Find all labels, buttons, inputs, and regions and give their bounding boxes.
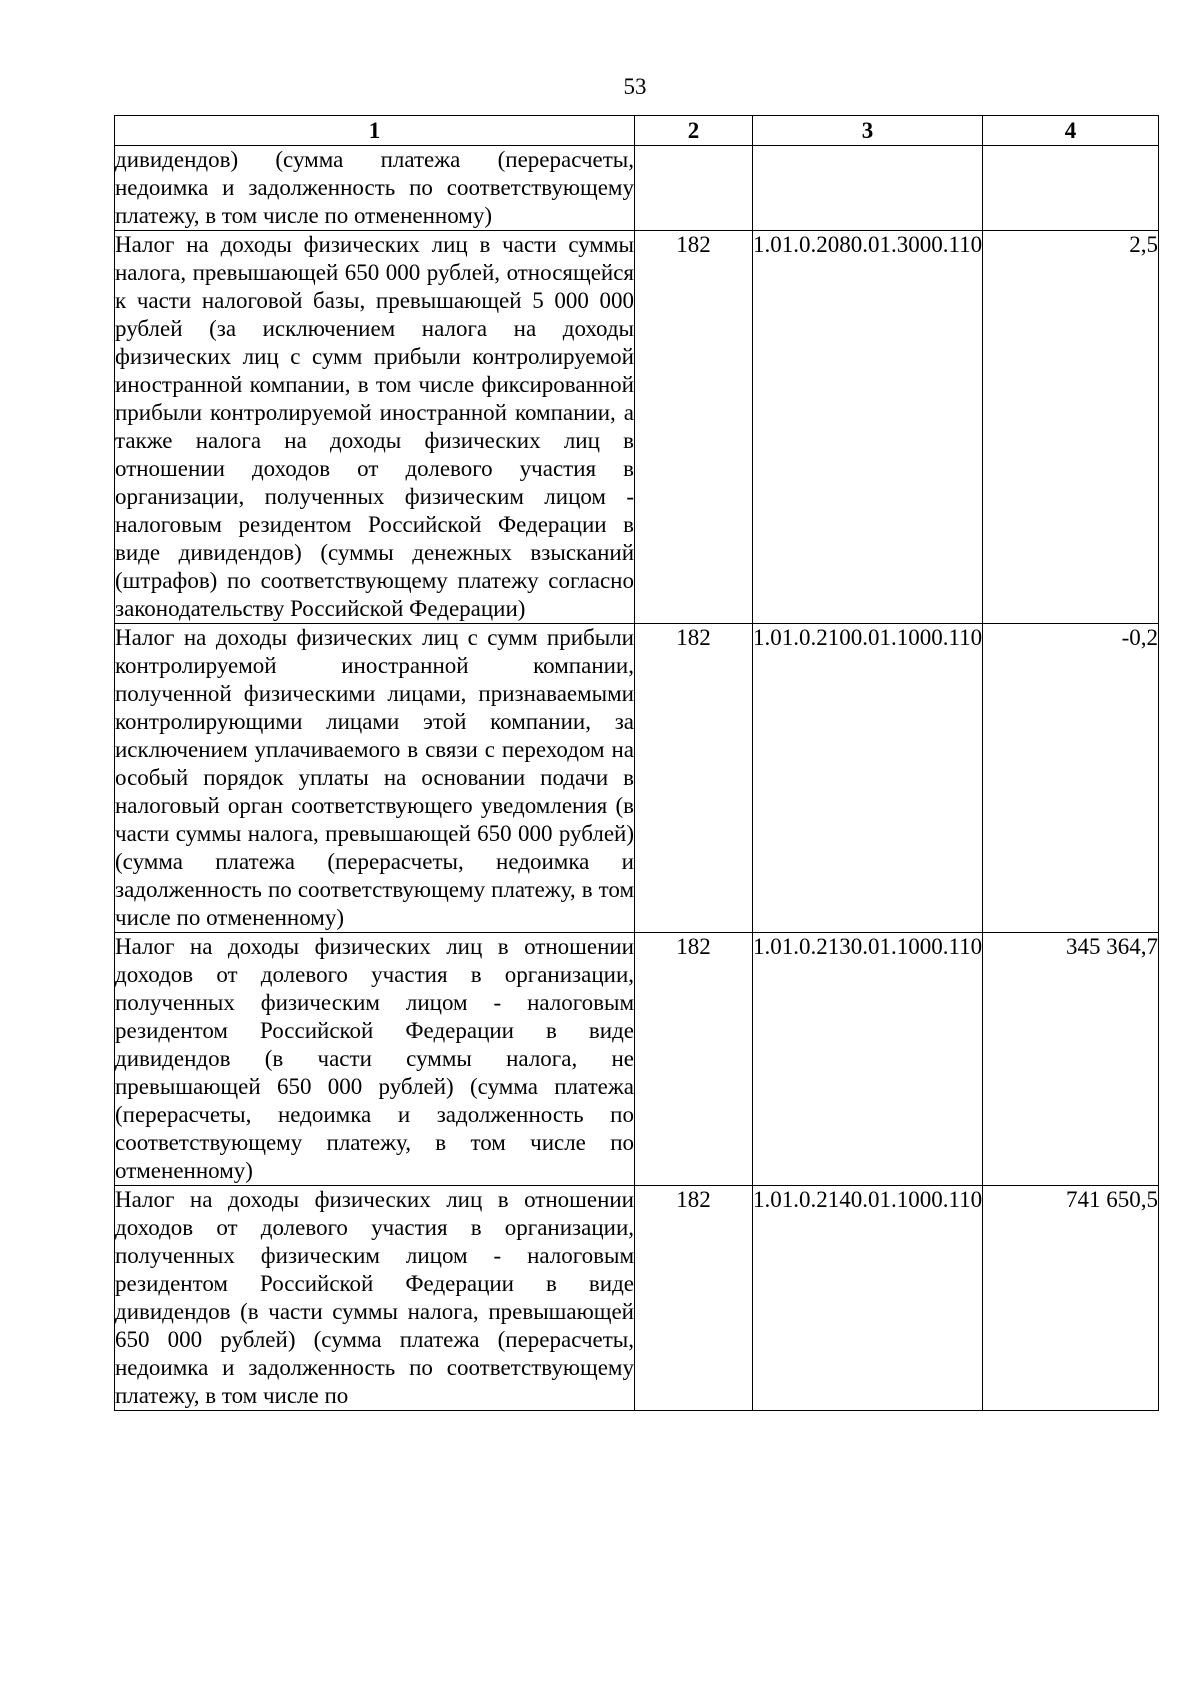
row-kbk-code: 1.01.0.2080.01.3000.110 bbox=[753, 231, 983, 624]
column-header-1: 1 bbox=[115, 116, 635, 146]
column-header-2: 2 bbox=[635, 116, 753, 146]
row-amount: -0,2 bbox=[983, 624, 1159, 933]
table-row bbox=[115, 231, 1159, 624]
row-admin-code: 182 bbox=[635, 624, 753, 933]
row-description: дивидендов) (сумма платежа (перерасчеты, недоимка и задолженность по соответствующему платежу, в том числе по отмененному) bbox=[115, 146, 635, 231]
row-description: Налог на доходы физических лиц в отношении доходов от долевого участия в организации, полученных физическим лицом - налоговым резидентом Российской Федерации в виде дивидендов (в части суммы налога, превышающей 650 000 рублей) (сумма платежа (перерасчеты, недоимка и задолженность по соответствующему платежу, в том числе по bbox=[115, 1186, 635, 1411]
column-header-4: 4 bbox=[983, 116, 1159, 146]
table-row bbox=[115, 933, 1159, 1186]
row-kbk-code: 1.01.0.2140.01.1000.110 bbox=[753, 1186, 983, 1411]
row-admin-code: 182 bbox=[635, 231, 753, 624]
row-admin-code: 182 bbox=[635, 1186, 753, 1411]
table-row bbox=[115, 146, 1159, 231]
table-row bbox=[115, 624, 1159, 933]
table-header-row bbox=[115, 116, 1159, 146]
row-amount: 345 364,7 bbox=[983, 933, 1159, 1186]
column-header-3: 3 bbox=[753, 116, 983, 146]
row-kbk-code: 1.01.0.2130.01.1000.110 bbox=[753, 933, 983, 1186]
row-admin-code: 182 bbox=[635, 933, 753, 1186]
row-description: Налог на доходы физических лиц с сумм прибыли контролируемой иностранной компании, полученной физическими лицами, признаваемыми контролирующими лицами этой компании, за исключением уплачиваемого в связи с переходом на особый порядок уплаты на основании подачи в налоговый орган соответствующего уведомления (в части суммы налога, превышающей 650 000 рублей) (сумма платежа (перерасчеты, недоимка и задолженность по соответствующему платежу, в том числе по отмененному) bbox=[115, 624, 635, 933]
row-kbk-code bbox=[753, 146, 983, 231]
row-amount: 741 650,5 bbox=[983, 1186, 1159, 1411]
table-row bbox=[115, 1186, 1159, 1411]
revenue-table bbox=[114, 115, 1159, 1411]
row-amount bbox=[983, 146, 1159, 231]
row-admin-code bbox=[635, 146, 753, 231]
row-description: Налог на доходы физических лиц в отношении доходов от долевого участия в организации, полученных физическим лицом - налоговым резидентом Российской Федерации в виде дивидендов (в части суммы налога, не превышающей 650 000 рублей) (сумма платежа (перерасчеты, недоимка и задолженность по соответствующему платежу, в том числе по отмененному) bbox=[115, 933, 635, 1186]
row-amount: 2,5 bbox=[983, 231, 1159, 624]
row-kbk-code: 1.01.0.2100.01.1000.110 bbox=[753, 624, 983, 933]
page-number: 53 bbox=[623, 74, 647, 99]
row-description: Налог на доходы физических лиц в части суммы налога, превышающей 650 000 рублей, относящейся к части налоговой базы, превышающей 5 000 000 рублей (за исключением налога на доходы физических лиц с сумм прибыли контролируемой иностранной компании, в том числе фиксированной прибыли контролируемой иностранной компании, а также налога на доходы физических лиц в отношении доходов от долевого участия в организации, полученных физическим лицом - налоговым резидентом Российской Федерации в виде дивидендов) (суммы денежных взысканий (штрафов) по соответствующему платежу согласно законодательству Российской Федерации) bbox=[115, 231, 635, 624]
